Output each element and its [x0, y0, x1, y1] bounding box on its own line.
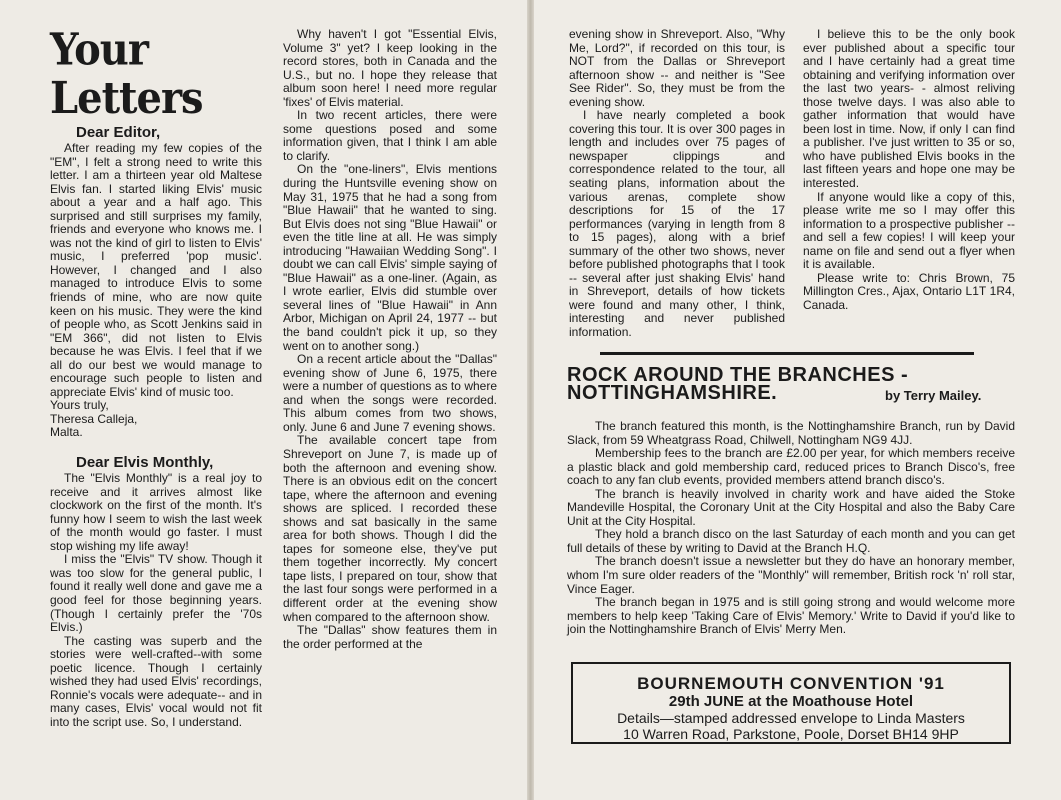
letter2-paragraph: The available concert tape from Shreveport on June 7, is made up of both the afternoon and evening show. There is an obvious edit on the concert tape, where the afternoon and evening shows are spliced. I recorded these shows and sat basically in the same area for both shows. Though I did the tapes for someone else, they've put them together incorrectly. My concert tape lists, I prepared on tour, show that the last four songs were performed in a different order at the evening show when compared to the afternoon show.	[283, 433, 497, 624]
branch-paragraph: The branch doesn't issue a newsletter but they do have an honorary member, whom I'm sure older readers of the "Monthly" will remember, British rock 'n' roll star, Vince Eager.	[567, 554, 1015, 596]
letter2-paragraph: evening show in Shreveport. Also, "Why Me, Lord?", if recorded on this tour, is NOT from the Dallas or Shreveport afternoon show -- and neither is "See See Rider". So, they must be from the evening show.	[569, 27, 785, 109]
branch-byline: by Terry Mailey.	[885, 388, 982, 403]
letter1-place: Malta.	[50, 425, 83, 440]
page-title: Your Letters	[50, 23, 203, 124]
letter2-paragraph: I have nearly completed a book covering this tour. It is over 300 pages in length and includes over 75 pages of newspaper clippings and correspondence related to the tour, all seating plans, information about the various arenas, complete show descriptions for 15 of the 17 performances (varying in length from 8 to 15 pages), along with a brief summary of the other two shows, never before published photographs that I took -- several after just shaking Elvis' hand in Shreveport, details of how tickets were found and many other, I think, interesting and never published information.	[569, 108, 785, 340]
convention-address: 10 Warren Road, Parkstone, Poole, Dorset BH14 9HP	[623, 726, 959, 742]
letter2-paragraph: If anyone would like a copy of this, please write me so I may offer this information to a prospective publisher -- and sell a few copies! I will keep your name on file and send out a flyer when it is available.	[803, 189, 1015, 272]
letter1-paragraph: After reading my few copies of the "EM", I felt a strong need to write this letter. I am a thirteen year old Maltese Elvis fan. I started liking Elvis' music about a year and a half ago. This surprised and still surprises my family, friends and everyone who knows me. I was not the kind of girl to listen to Elvis' music, I preferred 'pop music'. However, I changed and I also managed to introduce Elvis to some friends of mine, who are now quite keen on his music. They were the kind of people who, as Scott Jenkins said in "EM 366", did not listen to Elvis because he was Elvis. I feel that if we all do our best we would manage to encourage such people to listen and appreciate Elvis' kind of music too.	[50, 141, 262, 399]
convention-title: BOURNEMOUTH CONVENTION '91	[637, 674, 945, 693]
letter1-heading: Dear Editor,	[76, 124, 161, 141]
branch-paragraph: They hold a branch disco on the last Saturday of each month and you can get full details of these by writing to David at the Branch H.Q.	[567, 527, 1015, 555]
letter2-paragraph: I miss the "Elvis" TV show. Though it was too slow for the general public, I found it really well done and gave me a good feel for those beginning years. (Though I certainly prefer the '70s Elvis.)	[50, 552, 262, 635]
letter2-paragraph: On a recent article about the "Dallas" evening show of June 6, 1975, there were a number of questions as to where and when the songs were recorded. This album comes from two shows, only. June 6 and June 7 evening shows.	[283, 352, 497, 434]
letter1-signoff: Yours truly,	[50, 398, 109, 413]
letter2-paragraph: Please write to: Chris Brown, 75 Millington Cres., Ajax, Ontario L1T 1R4, Canada.	[803, 270, 1015, 312]
letters-column-1	[50, 23, 262, 729]
letters-column-2	[283, 28, 497, 651]
letter2-paragraph: The casting was superb and the stories were well-crafted--with some poetic licence. Though I certainly wished they had used Elvis' recordings, Ronnie's vocals were adequate-- and in many cases, Elvis' vocal would not fit into the script use. So, I understand.	[50, 633, 262, 729]
letter2-paragraph: I believe this to be the only book ever published about a specific tour and I have certainly had a great time obtaining and verifying information over the last two years- - almost reliving those twelve days. I was also able to gather information that would have been lost in time. Now, if only I can find a publisher. I've just written to 35 or so, who have published Elvis books in the last fifteen years and hope one may be interested.	[803, 27, 1015, 191]
branch-paragraph: The branch featured this month, is the Nottinghamshire Branch, run by David Slack, from 59 Wheatgrass Road, Chilwell, Nottingham NG9 4JJ.	[567, 419, 1015, 447]
convention-date: 29th JUNE at the Moathouse Hotel	[668, 693, 914, 710]
letters-column-4	[803, 28, 1015, 312]
branch-title-line-2: NOTTINGHAMSHIRE.	[567, 382, 778, 404]
convention-details: Details—stamped addressed envelope to Linda Masters	[617, 710, 965, 726]
letter1-name: Theresa Calleja,	[50, 411, 138, 426]
page-gutter	[527, 0, 534, 800]
section-divider	[600, 352, 974, 355]
convention-advert-box	[571, 662, 1011, 744]
branch-paragraph: The branch began in 1975 and is still going strong and would welcome more members to help keep 'Taking Care of Elvis' Memory.' Write to David if you'd like to join the Nottinghamshire Branch of Elvis' Merry Men.	[567, 595, 1015, 637]
branch-paragraph: Membership fees to the branch are £2.00 per year, for which members receive a plastic black and gold membership card, reduced prices to Branch Disco's, free coach to any fan club events, provided members attend branch disco's.	[567, 446, 1015, 488]
letter2-paragraph: The "Dallas" show features them in the order performed at the	[283, 623, 497, 651]
branch-paragraph: The branch is heavily involved in charity work and have aided the Stoke Mandeville Hospital, the Coronary Unit at the City Hospital and also the Baby Care Unit at the City Hospital.	[567, 486, 1015, 528]
letter2-paragraph: The "Elvis Monthly" is a real joy to receive and it arrives almost like clockwork on the first of the month. It's funny how I seem to wish the last week of the month would go faster. I must stop wishing my life away!	[50, 471, 262, 553]
letter2-paragraph: On the "one-liners", Elvis mentions during the Huntsville evening show on May 31, 1975 that he had a song from "Blue Hawaii" that he wanted to sing. But Elvis does not sing "Blue Hawaii" or even the title line at all. He was simply introducing "Hawaiian Wedding Song". I doubt we can call Elvis' simple saying of "Blue Hawaii" as a one-liner. (Again, as I wrote earlier, Elvis did stumble over several lines of "Blue Hawaii" in Ann Arbor, Michigan on April 24, 1977 -- but the band couldn't pick it up, so they went on to another song.)	[283, 162, 497, 353]
letter2-paragraph: Why haven't I got "Essential Elvis, Volume 3" yet? I keep looking in the record stores, both in Canada and the U.S., but no. I hope they release that album soon here! I need more regular 'fixes' of Elvis material.	[283, 27, 497, 109]
letter2-paragraph: In two recent articles, there were some questions posed and some information given, that I think I am able to clarify.	[283, 108, 497, 163]
branch-title-line-1: ROCK AROUND THE BRANCHES -	[567, 364, 909, 386]
letters-column-3	[569, 28, 785, 340]
branch-article-body	[567, 420, 1015, 637]
letter2-heading: Dear Elvis Monthly,	[76, 454, 214, 472]
